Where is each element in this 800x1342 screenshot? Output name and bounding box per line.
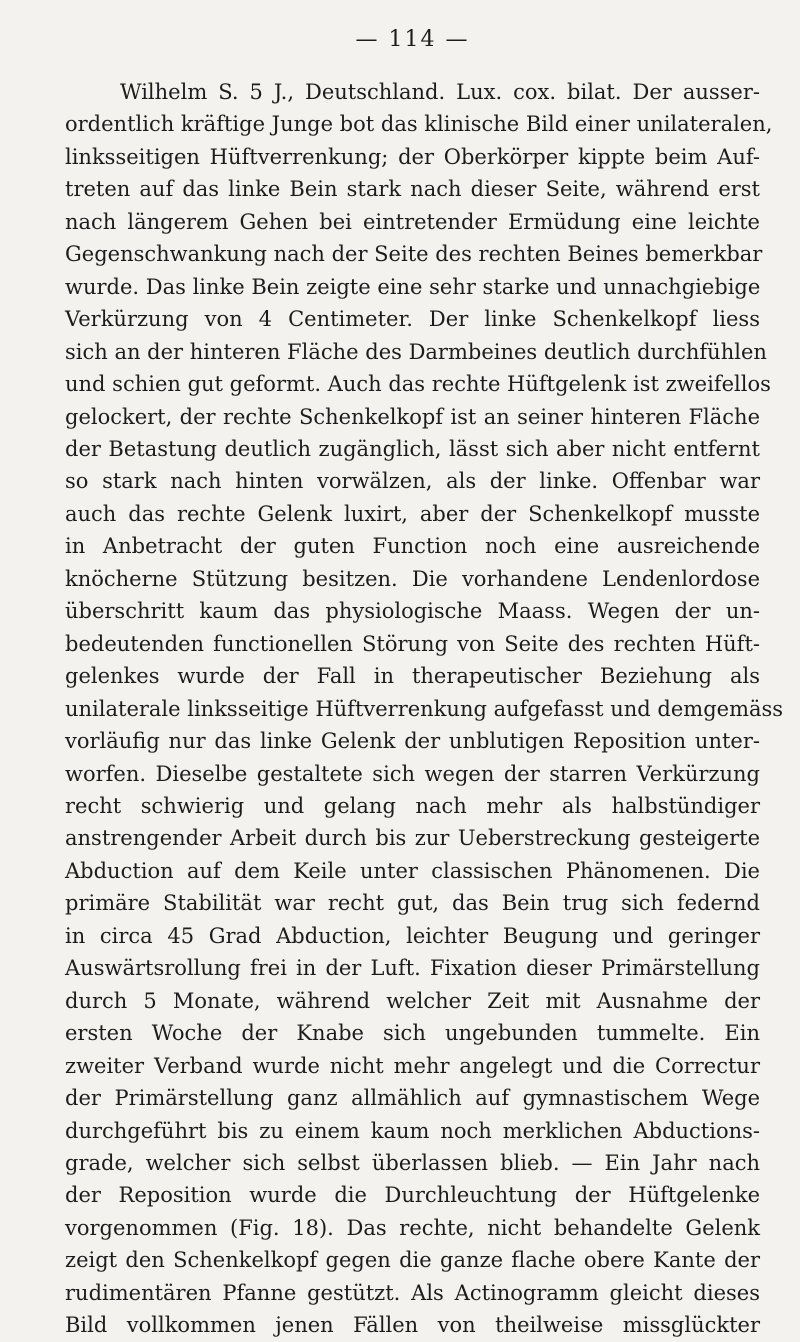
text-line: Wilhelm S. 5 J., Deutschland. Lux. cox. bilat. Der ausser- bbox=[120, 80, 760, 104]
text-line: Verkürzung von 4 Centimeter. Der linke Schenkelkopf liess bbox=[65, 307, 760, 332]
text-line: zeigt den Schenkelkopf gegen die ganze flache obere Kante der bbox=[65, 1248, 760, 1273]
text-line: rudimentären Pfanne gestützt. Als Actinogramm gleicht dieses bbox=[65, 1280, 760, 1305]
text-line: unilaterale linksseitige Hüftverrenkung aufgefasst und demgemäss bbox=[65, 696, 784, 721]
text-line: knöcherne Stützung besitzen. Die vorhandene Lendenlordose bbox=[65, 566, 760, 591]
text-line: in Anbetracht der guten Function noch eine ausreichende bbox=[65, 534, 760, 559]
text-line: ordentlich kräftige Junge bot das klinische Bild einer unilateralen, bbox=[65, 112, 773, 137]
text-line: in circa 45 Grad Abduction, leichter Beugung und geringer bbox=[65, 923, 760, 948]
text-line: anstrengender Arbeit durch bis zur Ueberstreckung gesteigerte bbox=[65, 826, 760, 851]
text-line: durch 5 Monate, während welcher Zeit mit Ausnahme der bbox=[65, 988, 760, 1013]
page-number: — 114 — bbox=[355, 27, 470, 52]
text-line: überschritt kaum das physiologische Maass. Wegen der un- bbox=[65, 599, 760, 624]
text-line: der Reposition wurde die Durchleuchtung der Hüftgelenke bbox=[65, 1183, 760, 1208]
text-line: so stark nach hinten vorwälzen, als der linke. Offenbar war bbox=[65, 469, 760, 494]
text-line: worfen. Dieselbe gestaltete sich wegen der starren Verkürzung bbox=[65, 761, 760, 786]
text-line: vorgenommen (Fig. 18). Das rechte, nicht behandelte Gelenk bbox=[65, 1215, 760, 1240]
text-line: nach längerem Gehen bei eintretender Ermüdung eine leichte bbox=[65, 209, 760, 234]
text-line: recht schwierig und gelang nach mehr als halbstündiger bbox=[65, 793, 760, 818]
text-line: gelockert, der rechte Schenkelkopf ist an seiner hinteren Fläche bbox=[65, 404, 760, 429]
text-line: ersten Woche der Knabe sich ungebunden tummelte. Ein bbox=[65, 1021, 760, 1046]
text-line: wurde. Das linke Bein zeigte eine sehr starke und unnachgiebige bbox=[65, 274, 761, 299]
text-line: der Primärstellung ganz allmählich auf gymnastischem Wege bbox=[65, 1086, 760, 1111]
text-line: und schien gut geformt. Auch das rechte Hüftgelenk ist zweifellos bbox=[65, 372, 771, 397]
text-line: Abduction auf dem Keile unter classischen Phänomenen. Die bbox=[65, 858, 760, 883]
text-line: der Betastung deutlich zugänglich, lässt sich aber nicht entfernt bbox=[65, 436, 760, 461]
text-line: vorläufig nur das linke Gelenk der unblutigen Reposition unter- bbox=[65, 729, 760, 754]
text-line: Auswärtsrollung frei in der Luft. Fixation dieser Primärstellung bbox=[65, 956, 760, 981]
text-line: treten auf das linke Bein stark nach dieser Seite, während erst bbox=[65, 177, 760, 202]
text-line: grade, welcher sich selbst überlassen blieb. — Ein Jahr nach bbox=[65, 1150, 760, 1175]
text-line: gelenkes wurde der Fall in therapeutischer Beziehung als bbox=[65, 664, 760, 689]
body-text bbox=[65, 76, 784, 1342]
text-line: sich an der hinteren Fläche des Darmbeines deutlich durchfühlen bbox=[65, 339, 767, 364]
text-line: durchgeführt bis zu einem kaum noch merklichen Abductions- bbox=[65, 1118, 760, 1143]
text-line: Gegenschwankung nach der Seite des rechten Beines bemerkbar bbox=[65, 242, 763, 267]
text-line: zweiter Verband wurde nicht mehr angelegt und die Correctur bbox=[65, 1053, 760, 1078]
text-line: Bild vollkommen jenen Fällen von theilweise missglückter bbox=[65, 1313, 760, 1338]
text-line: linksseitigen Hüftverrenkung; der Oberkörper kippte beim Auf- bbox=[65, 144, 760, 169]
text-line: bedeutenden functionellen Störung von Seite des rechten Hüft- bbox=[65, 631, 760, 656]
text-line: primäre Stabilität war recht gut, das Bein trug sich federnd bbox=[65, 891, 760, 916]
text-line: auch das rechte Gelenk luxirt, aber der Schenkelkopf musste bbox=[65, 501, 760, 526]
